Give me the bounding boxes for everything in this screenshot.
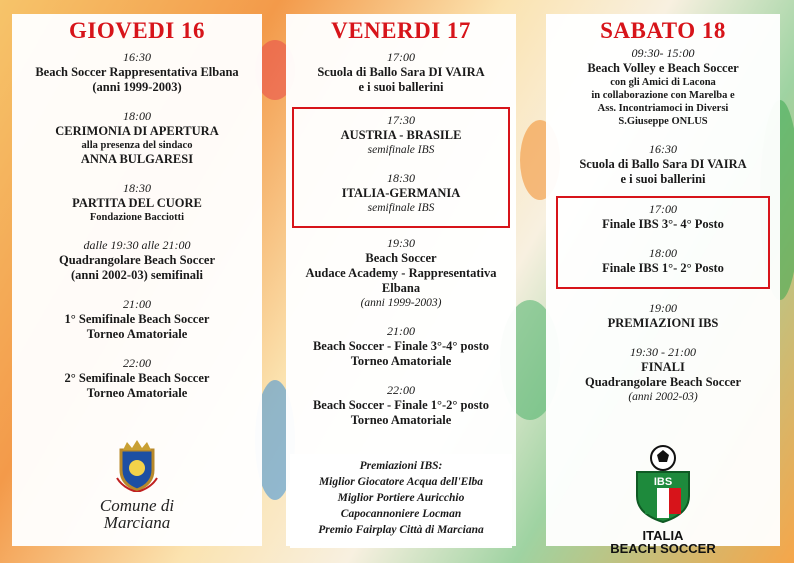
event-title: PARTITA DEL CUORE [72, 196, 202, 210]
award-item: Capocannoniere Locman [340, 508, 462, 520]
event-time: 16:30 [649, 142, 677, 156]
event-title: PREMIAZIONI IBS [607, 316, 719, 330]
event [12, 181, 262, 224]
event [558, 246, 768, 276]
event [558, 202, 768, 232]
award-item: Miglior Portiere Auricchio [337, 492, 465, 504]
event-detail: in collaborazione con Marelba e [591, 90, 735, 101]
event-detail: ANNA BULGARESI [80, 152, 194, 166]
event-time: 22:00 [387, 383, 415, 397]
event-subtitle: Audace Academy - Rappresentativa Elbana [305, 266, 497, 295]
event [546, 46, 780, 128]
award-item: Premio Fairplay Città di Marciana [318, 524, 484, 536]
event-detail: alla presenza del sindaco [81, 140, 193, 151]
soccer-shield-icon [633, 444, 693, 524]
event-title: Beach Volley e Beach Soccer [587, 61, 739, 75]
event-subtitle: (anni 2002-03) semifinali [71, 268, 203, 282]
event-time: 19:00 [649, 301, 677, 315]
event-time: 17:00 [649, 202, 677, 216]
event-title: CERIMONIA DI APERTURA [55, 124, 219, 138]
day-title: VENERDI 17 [331, 18, 471, 43]
event-time: 22:00 [123, 356, 151, 370]
event-detail: Fondazione Bacciotti [89, 212, 185, 223]
event-detail: (anni 2002-03) [628, 391, 698, 403]
event-subtitle: semifinale IBS [367, 202, 435, 214]
event-time: 09:30- 15:00 [631, 46, 695, 60]
event [546, 345, 780, 404]
event [294, 113, 508, 157]
comune-name-line1: Comune di [99, 496, 175, 515]
event [286, 236, 516, 310]
event-subtitle: Torneo Amatoriale [350, 413, 452, 427]
event-time: 18:00 [649, 246, 677, 260]
event [286, 50, 516, 95]
ibs-logo [546, 444, 780, 555]
event-title: FINALI [641, 360, 685, 374]
event-title: Finale IBS 1°- 2° Posto [602, 261, 724, 275]
event-subtitle: Torneo Amatoriale [350, 354, 452, 368]
event [546, 142, 780, 187]
event-title: Scuola di Ballo Sara DI VAIRA [579, 157, 747, 171]
event [12, 297, 262, 342]
event [12, 50, 262, 95]
event-title: Beach Soccer - Finale 3°-4° posto [312, 339, 490, 353]
day-column-venerdi [286, 14, 516, 546]
event-title: 2° Semifinale Beach Soccer [64, 371, 210, 385]
ibs-name-line1: ITALIA [642, 528, 684, 543]
event-time: 19:30 [387, 236, 415, 250]
event-detail: con gli Amici di Lacona [610, 77, 716, 88]
event-subtitle: Torneo Amatoriale [86, 386, 188, 400]
event-time: 17:30 [387, 113, 415, 127]
event-time: 19:30 - 21:00 [630, 345, 696, 359]
event [12, 238, 262, 283]
event [286, 383, 516, 428]
event-subtitle: e i suoi ballerini [620, 172, 706, 186]
event-title: Finale IBS 3°- 4° Posto [602, 217, 724, 231]
event-title: Beach Soccer - Finale 1°-2° posto [312, 398, 490, 412]
coat-of-arms-icon [115, 440, 159, 492]
event-time: 21:00 [387, 324, 415, 338]
event-subtitle: e i suoi ballerini [358, 80, 444, 94]
event-title: ITALIA-GERMANIA [341, 186, 461, 200]
highlight-box-finals [556, 196, 770, 289]
event-time: 18:30 [123, 181, 151, 195]
awards-heading: Premiazioni IBS: [359, 460, 443, 472]
event [286, 324, 516, 369]
event [12, 356, 262, 401]
event-detail: S.Giuseppe ONLUS [618, 116, 708, 127]
event-subtitle: Quadrangolare Beach Soccer [585, 375, 741, 389]
event-detail: Ass. Incontriamoci in Diversi [597, 103, 729, 114]
ibs-badge-text: IBS [653, 476, 673, 488]
event-subtitle: (anni 1999-2003) [92, 80, 182, 94]
day-title: SABATO 18 [600, 18, 726, 43]
event-time: 17:00 [387, 50, 415, 64]
comune-logo [12, 440, 262, 531]
event-title: Scuola di Ballo Sara DI VAIRA [317, 65, 485, 79]
event-title: Quadrangolare Beach Soccer [59, 253, 215, 267]
event-time: 16:30 [123, 50, 151, 64]
event-subtitle: semifinale IBS [367, 144, 435, 156]
highlight-box-semifinals [292, 107, 510, 228]
event-detail: (anni 1999-2003) [360, 297, 442, 309]
awards-box [290, 454, 512, 548]
day-title: GIOVEDI 16 [69, 18, 205, 43]
award-item: Miglior Giocatore Acqua dell'Elba [318, 476, 484, 488]
event [294, 171, 508, 215]
event-time: 21:00 [123, 297, 151, 311]
event-title: 1° Semifinale Beach Soccer [64, 312, 210, 326]
ibs-name-line2: BEACH SOCCER [610, 541, 716, 556]
event-title: AUSTRIA - BRASILE [340, 128, 462, 142]
day-column-sabato [546, 14, 780, 556]
day-column-giovedi [12, 14, 262, 546]
event [546, 301, 780, 331]
event-title: Beach Soccer Rappresentativa Elbana [35, 65, 239, 79]
event [12, 109, 262, 167]
event-time: 18:00 [123, 109, 151, 123]
comune-name-line2: Marciana [103, 513, 171, 532]
event-subtitle: Torneo Amatoriale [86, 327, 188, 341]
event-time: 18:30 [387, 171, 415, 185]
event-title: Beach Soccer [365, 251, 437, 265]
event-time: dalle 19:30 alle 21:00 [83, 238, 191, 252]
